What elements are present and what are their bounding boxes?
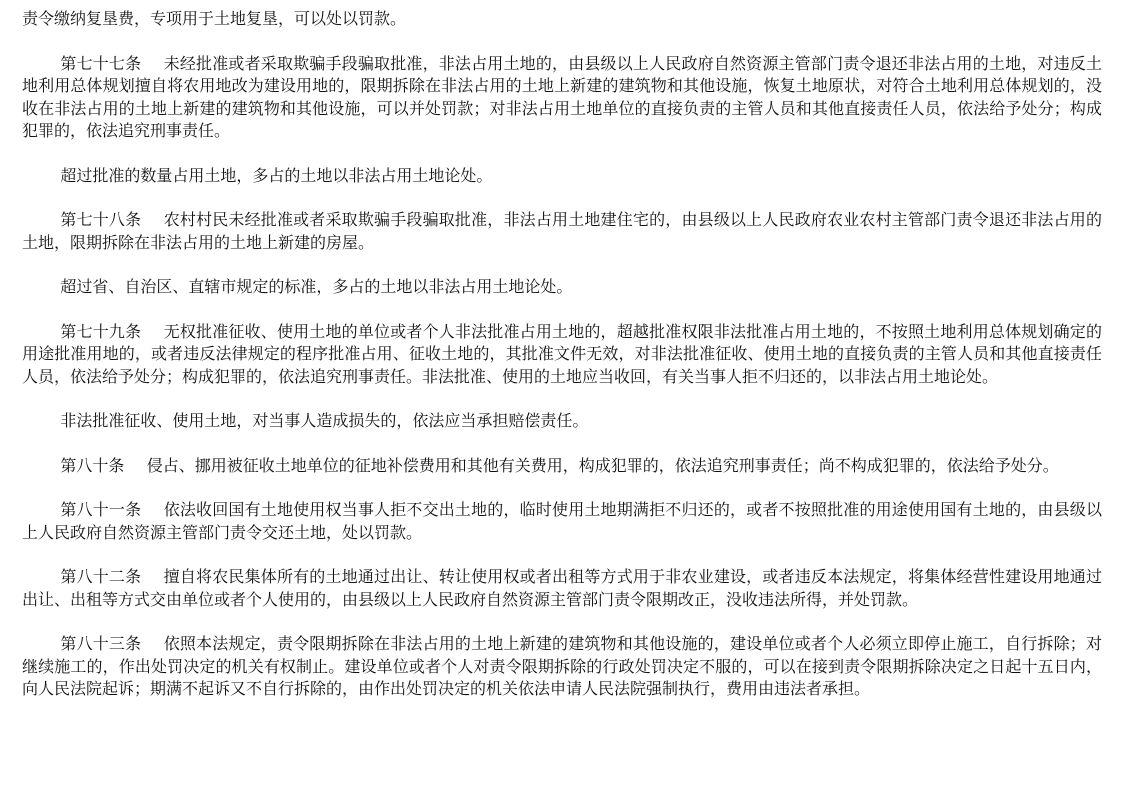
article-text: 农村村民未经批准或者采取欺骗手段骗取批准，非法占用土地建住宅的，由县级以上人民政府农业农村主管部门责令退还非法占用的土地，限期拆除在非法占用的土地上新建的房屋。 [22,210,1102,252]
article-text: 依法收回国有土地使用权当事人拒不交出土地的，临时使用土地期满拒不归还的，或者不按照批准的用途使用国有土地的，由县级以上人民政府自然资源主管部门责令交还土地，处以罚款。 [22,500,1102,542]
article-number: 第七十九条 [60,321,142,341]
article-number: 第八十三条 [60,634,142,653]
paragraph-spacer [22,299,1102,321]
paragraph-text: 超过省、自治区、直辖市规定的标准，多占的土地以非法占用土地论处。 [60,277,573,296]
article-paragraph [22,321,1102,389]
article-text: 依照本法规定，责令限期拆除在非法占用的土地上新建的建筑物和其他设施的，建设单位或者个人必须立即停止施工，自行拆除；对继续施工的，作出处罚决定的机关有权制止。建设单位或者个人对责令限期拆除的行政处罚决定不服的，可以在接到责令限期拆除决定之日起十五日内，向人民法院起诉；期满不起诉又不自行拆除的，由作出处罚决定的机关依法申请人民法院强制执行，费用由违法者承担。 [22,634,1102,698]
paragraph-spacer [22,187,1102,209]
article-number: 第八十一条 [60,500,142,519]
paragraph-spacer [22,611,1102,633]
article-text: 未经批准或者采取欺骗手段骗取批准，非法占用土地的，由县级以上人民政府自然资源主管部门责令退还非法占用的土地，对违反土地利用总体规划擅自将农用地改为建设用地的，限期拆除在非法占用的土地上新建的建筑物和其他设施，恢复土地原状，对符合土地利用总体规划的，没收在非法占用的土地上新建的建筑物和其他设施，可以并处罚款；对非法占用土地单位的直接负责的主管人员和其他直接责任人员，依法给予处分；构成犯罪的，依法追究刑事责任。 [22,53,1102,140]
paragraph-spacer [22,143,1102,165]
article-paragraph [22,53,1102,143]
article-text: 擅自将农民集体所有的土地通过出让、转让使用权或者出租等方式用于非农业建设，或者违反本法规定，将集体经营性建设用地通过出让、出租等方式交由单位或者个人使用的，由县级以上人民政府自然资源主管部门责令限期改正，没收违法所得，并处罚款。 [22,567,1102,609]
paragraph-spacer [22,254,1102,276]
article-paragraph [22,633,1102,701]
article-paragraph [22,209,1102,254]
article-number: 第七十八条 [60,210,142,229]
paragraph [22,165,1102,188]
paragraph-spacer [22,477,1102,499]
article-text: 侵占、挪用被征收土地单位的征地补偿费用和其他有关费用，构成犯罪的，依法追究刑事责任；尚不构成犯罪的，依法给予处分。 [146,455,1059,475]
paragraph [22,410,1102,433]
paragraph [22,276,1102,299]
article-paragraph [22,455,1102,478]
paragraph-spacer [22,388,1102,410]
paragraph-spacer [22,544,1102,566]
article-number: 第八十条 [60,455,125,475]
article-number: 第七十七条 [60,53,142,73]
paragraph-spacer [22,31,1102,53]
paragraph-text: 非法批准征收、使用土地，对当事人造成损失的，依法应当承担赔偿责任。 [60,411,589,430]
paragraph [22,8,1102,31]
article-number: 第八十二条 [60,567,142,586]
article-paragraph [22,566,1102,611]
paragraph-text: 超过批准的数量占用土地，多占的土地以非法占用土地论处。 [60,165,493,185]
article-paragraph [22,499,1102,544]
paragraph-spacer [22,433,1102,455]
article-text: 无权批准征收、使用土地的单位或者个人非法批准占用土地的，超越批准权限非法批准占用土地的，不按照土地利用总体规划确定的用途批准用地的，或者违反法律规定的程序批准占用、征收土地的，其批准文件无效，对非法批准征收、使用土地的直接负责的主管人员和其他直接责任人员，依法给予处分；构成犯罪的，依法追究刑事责任。非法批准、使用的土地应当收回，有关当事人拒不归还的，以非法占用土地论处。 [22,321,1102,386]
paragraph-text: 责令缴纳复垦费，专项用于土地复垦，可以处以罚款。 [22,9,407,28]
document-body [22,8,1102,701]
